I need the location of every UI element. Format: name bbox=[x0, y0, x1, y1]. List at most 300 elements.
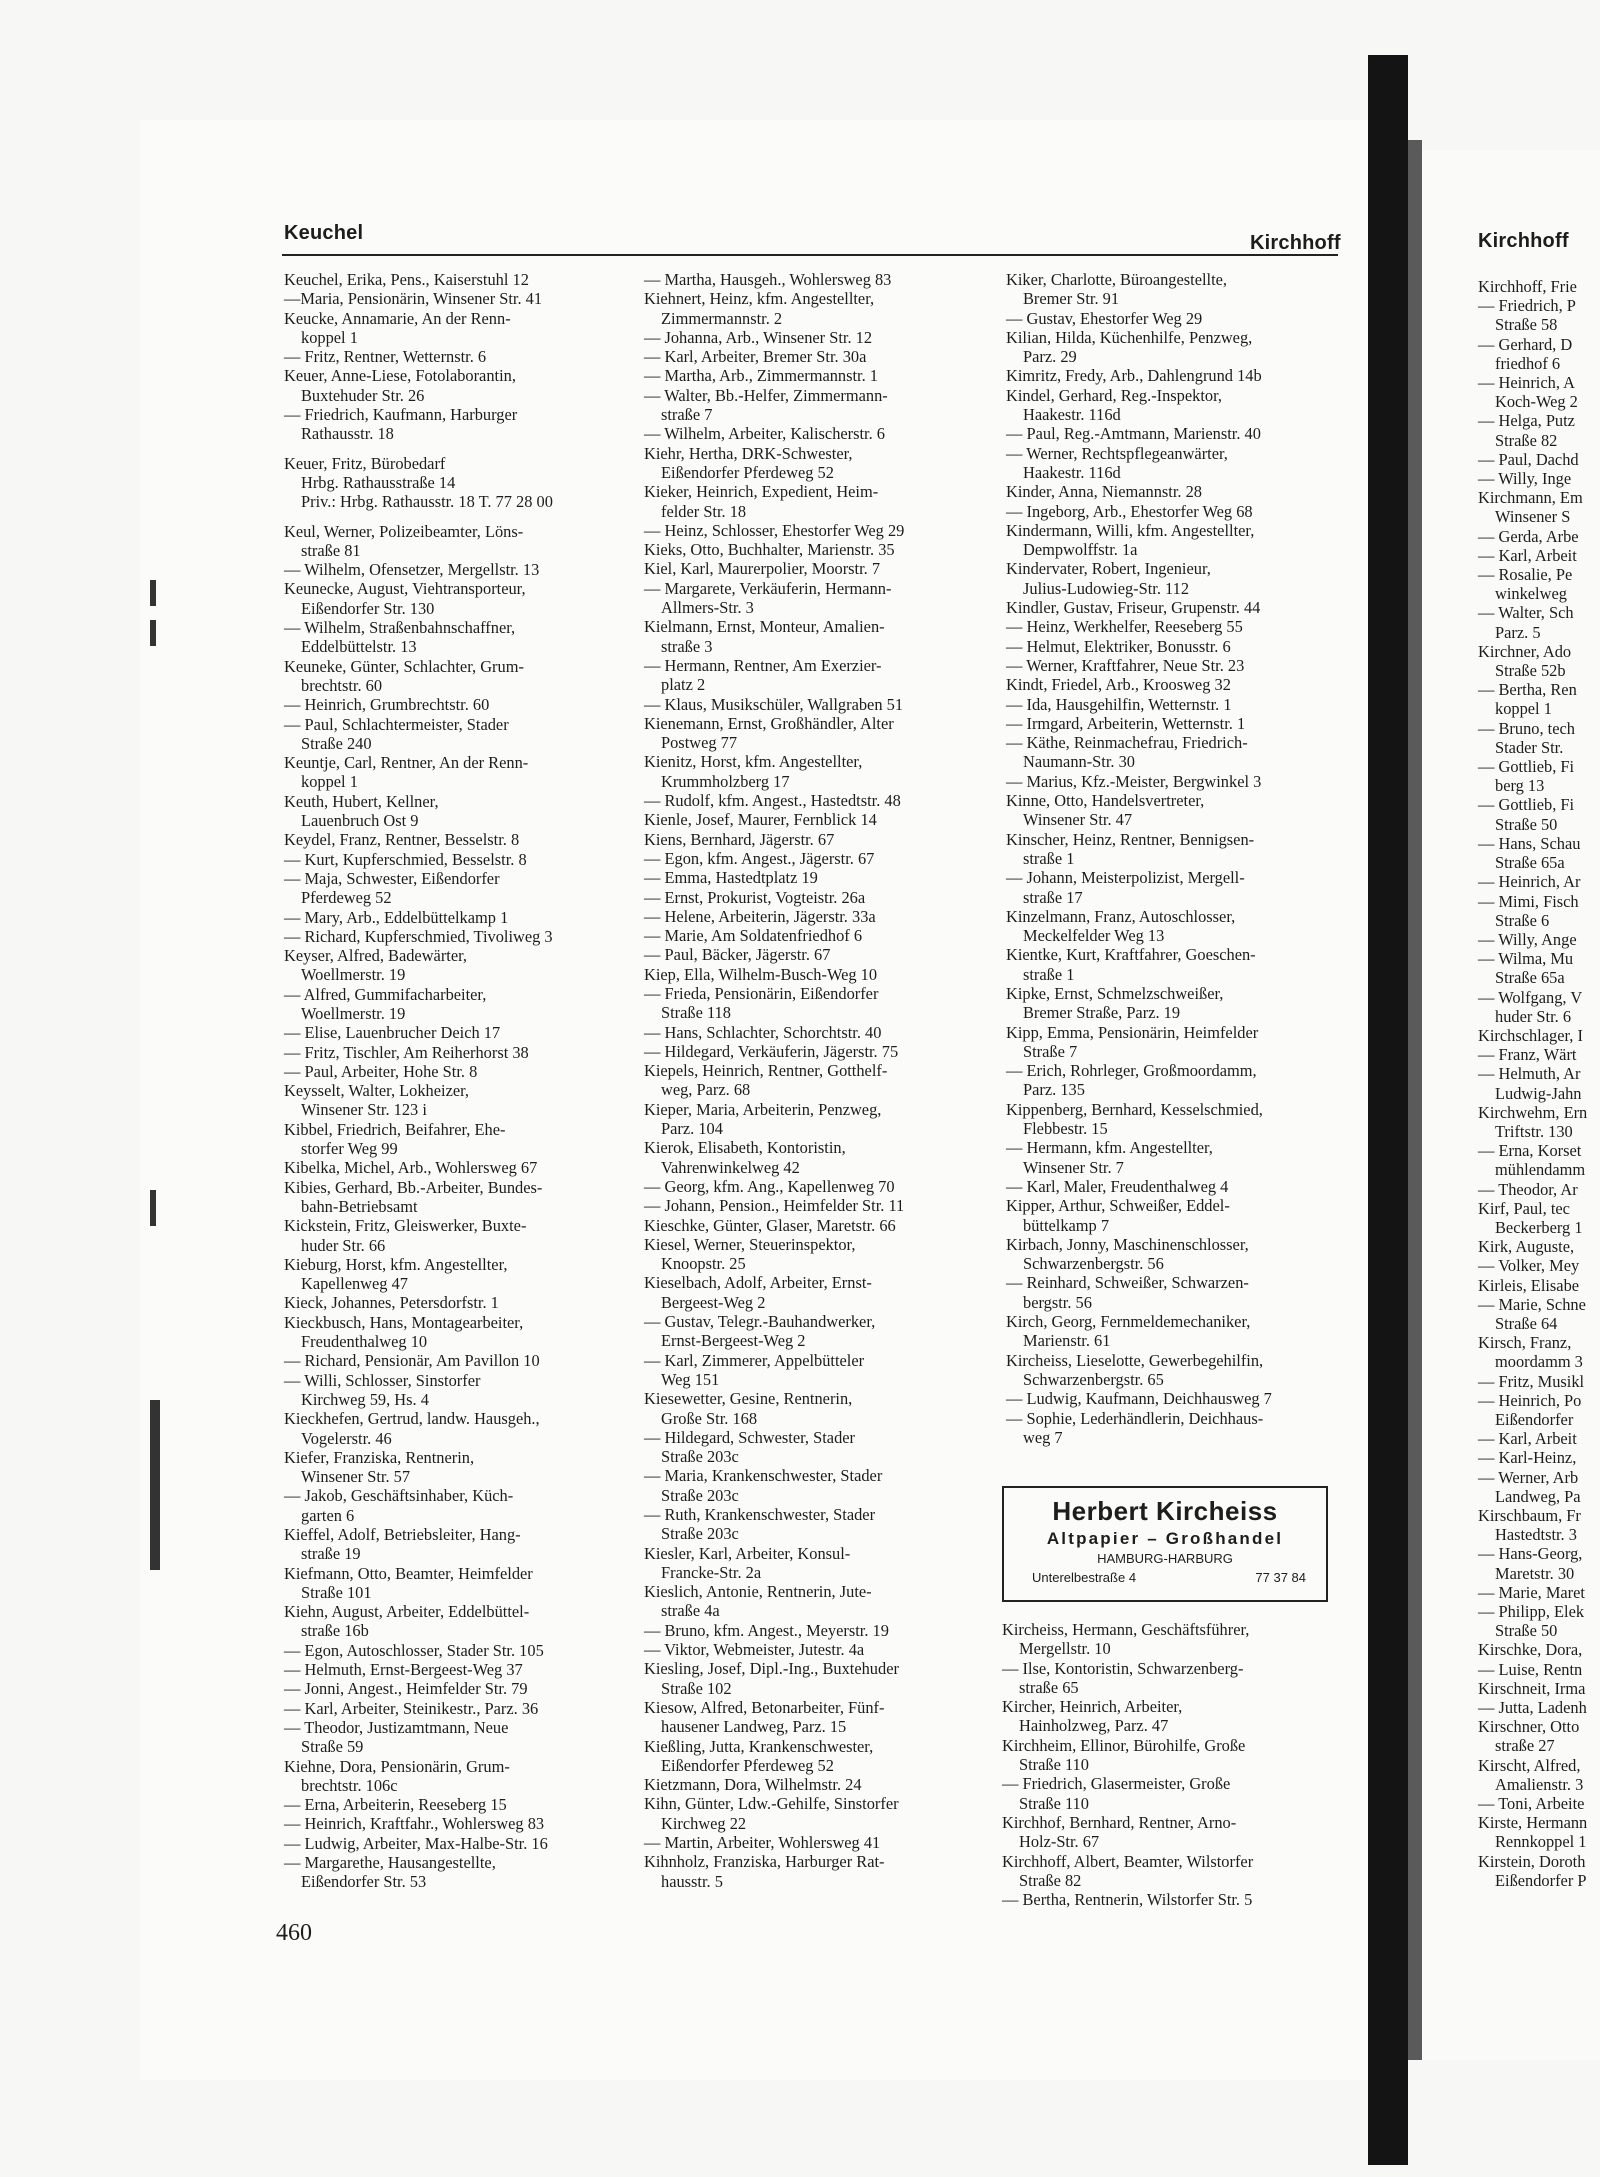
directory-entry: — Jakob, Geschäftsinhaber, Küch- bbox=[284, 1486, 514, 1506]
entry-continuation: hausener Landweg, Parz. 15 bbox=[661, 1717, 847, 1737]
directory-entry: — Klaus, Musikschüler, Wallgraben 51 bbox=[644, 694, 904, 714]
directory-entry: Kientke, Kurt, Kraftfahrer, Goeschen- bbox=[1006, 945, 1256, 965]
facing-entry: Kirscht, Alfred, bbox=[1478, 1755, 1581, 1775]
facing-entry: — Gottlieb, Fi bbox=[1478, 795, 1575, 815]
entry-continuation: Hrbg. Rathausstraße 14 bbox=[301, 472, 456, 492]
directory-entry: — Hildegard, Schwester, Stader bbox=[644, 1427, 855, 1447]
directory-entry: Keuchel, Erika, Pens., Kaiserstuhl 12 bbox=[284, 270, 529, 289]
directory-entry: Kirch, Georg, Fernmeldemechaniker, bbox=[1006, 1312, 1251, 1332]
entry-continuation: Eißendorfer Pferdeweg 52 bbox=[661, 462, 834, 482]
entry-continuation: straße 19 bbox=[301, 1544, 361, 1564]
directory-entry: — Viktor, Webmeister, Jutestr. 4a bbox=[644, 1640, 865, 1660]
facing-entry: moordamm 3 bbox=[1495, 1352, 1583, 1372]
facing-entry: huder Str. 6 bbox=[1495, 1006, 1572, 1026]
directory-entry: Kielmann, Ernst, Monteur, Amalien- bbox=[644, 617, 885, 637]
running-head-right: Kirchhoff bbox=[1250, 232, 1341, 254]
directory-entry: — Gustav, Ehestorfer Weg 29 bbox=[1006, 308, 1203, 328]
directory-entry: — Ida, Hausgehilfin, Wetternstr. 1 bbox=[1006, 694, 1232, 714]
facing-entry: — Fritz, Musikl bbox=[1478, 1371, 1585, 1391]
directory-entry: Kiep, Ella, Wilhelm-Busch-Weg 10 bbox=[644, 964, 878, 984]
directory-entry: — Martin, Arbeiter, Wohlersweg 41 bbox=[644, 1833, 881, 1853]
directory-column-3-continued bbox=[1002, 1620, 1253, 1909]
directory-entry: — Paul, Arbeiter, Hohe Str. 8 bbox=[284, 1061, 478, 1081]
entry-continuation: Bremer Str. 91 bbox=[1023, 289, 1120, 309]
entry-continuation: weg 7 bbox=[1023, 1427, 1063, 1447]
directory-entry: Kieburg, Horst, kfm. Angestellter, bbox=[284, 1254, 508, 1274]
entry-continuation: Winsener Str. 57 bbox=[301, 1467, 411, 1487]
directory-entry: Keucke, Annamarie, An der Renn- bbox=[284, 308, 511, 328]
directory-entry: — Alfred, Gummifacharbeiter, bbox=[284, 984, 487, 1004]
entry-continuation: storfer Weg 99 bbox=[301, 1139, 398, 1159]
entry-continuation: straße 1 bbox=[1023, 848, 1075, 868]
facing-entry: — Mimi, Fisch bbox=[1478, 891, 1579, 911]
entry-continuation: platz 2 bbox=[661, 675, 706, 695]
facing-entry: Parz. 5 bbox=[1495, 622, 1541, 642]
facing-entry: — Helmuth, Ar bbox=[1478, 1064, 1581, 1084]
directory-entry: Keuer, Fritz, Bürobedarf bbox=[284, 453, 446, 473]
directory-entry: — Walter, Bb.-Helfer, Zimmermann- bbox=[644, 385, 888, 405]
directory-entry: — Paul, Bäcker, Jägerstr. 67 bbox=[644, 945, 831, 965]
entry-continuation: Bremer Straße, Parz. 19 bbox=[1023, 1003, 1181, 1023]
directory-entry: Kieckhefen, Gertrud, landw. Hausgeh., bbox=[284, 1409, 540, 1429]
facing-entry: Beckerberg 1 bbox=[1495, 1217, 1583, 1237]
directory-entry: Kiel, Karl, Maurerpolier, Moorstr. 7 bbox=[644, 559, 881, 579]
directory-entry: Kieper, Maria, Arbeiterin, Penzweg, bbox=[644, 1099, 882, 1119]
directory-entry: Kiefmann, Otto, Beamter, Heimfelder bbox=[284, 1563, 533, 1583]
entry-continuation: Ernst-Bergeest-Weg 2 bbox=[661, 1331, 806, 1351]
entry-continuation: Eißendorfer Pferdeweg 52 bbox=[661, 1755, 834, 1775]
directory-entry: Kiefer, Franziska, Rentnerin, bbox=[284, 1447, 475, 1467]
facing-entry: — Karl, Arbeit bbox=[1478, 1429, 1577, 1449]
facing-entry: Straße 50 bbox=[1495, 1621, 1558, 1641]
directory-entry: Kieslich, Antonie, Rentnerin, Jute- bbox=[644, 1582, 872, 1602]
entry-continuation: straße 81 bbox=[301, 540, 361, 560]
entry-continuation: Weg 151 bbox=[661, 1369, 720, 1389]
facing-entry: — Bruno, tech bbox=[1478, 718, 1575, 738]
directory-entry: — Sophie, Lederhändlerin, Deichhaus- bbox=[1006, 1408, 1264, 1428]
facing-entry: — Karl, Arbeit bbox=[1478, 545, 1577, 565]
directory-entry: — Friedrich, Kaufmann, Harburger bbox=[284, 405, 518, 425]
entry-continuation: straße 65 bbox=[1019, 1677, 1079, 1697]
directory-entry: — Heinrich, Grumbrechtstr. 60 bbox=[284, 695, 490, 715]
directory-entry: — Willi, Schlosser, Sinstorfer bbox=[284, 1370, 481, 1390]
entry-continuation: Haakestr. 116d bbox=[1023, 462, 1121, 482]
entry-continuation: Woellmerstr. 19 bbox=[301, 1003, 406, 1023]
directory-entry: — Reinhard, Schweißer, Schwarzen- bbox=[1006, 1273, 1249, 1293]
entry-continuation: Straße 110 bbox=[1019, 1793, 1089, 1813]
directory-entry: Kießling, Jutta, Krankenschwester, bbox=[644, 1736, 874, 1756]
facing-entry: Straße 52b bbox=[1495, 661, 1566, 681]
directory-entry: Kieck, Johannes, Petersdorfstr. 1 bbox=[284, 1293, 499, 1313]
directory-entry: Kieschke, Günter, Glaser, Maretstr. 66 bbox=[644, 1215, 896, 1235]
entry-continuation: Straße 82 bbox=[1019, 1870, 1082, 1890]
facing-entry: Kirchmann, Em bbox=[1478, 488, 1583, 508]
directory-entry: Kieker, Heinrich, Expedient, Heim- bbox=[644, 482, 879, 502]
ad-slogan: Altpapier – Großhandel bbox=[1046, 1529, 1284, 1548]
facing-entry: koppel 1 bbox=[1495, 699, 1552, 719]
entry-continuation: brechtstr. 60 bbox=[301, 675, 383, 695]
entry-continuation: straße 4a bbox=[661, 1601, 720, 1621]
facing-entry: — Marie, Maret bbox=[1478, 1582, 1585, 1602]
facing-entry: — Jutta, Ladenh bbox=[1478, 1698, 1587, 1718]
directory-entry: Kinscher, Heinz, Rentner, Bennigsen- bbox=[1006, 829, 1255, 849]
directory-entry: — Johann, Meisterpolizist, Mergell- bbox=[1006, 868, 1245, 888]
facing-entry: Kirschner, Otto bbox=[1478, 1717, 1580, 1737]
facing-entry: Kirste, Hermann bbox=[1478, 1813, 1588, 1833]
directory-entry: — Johanna, Arb., Winsener Str. 12 bbox=[644, 327, 873, 347]
facing-entry: — Theodor, Ar bbox=[1478, 1179, 1578, 1199]
directory-entry: Keyser, Alfred, Badewärter, bbox=[284, 946, 468, 966]
facing-entry: Straße 58 bbox=[1495, 315, 1558, 335]
directory-entry: Kiepels, Heinrich, Rentner, Gotthelf- bbox=[644, 1061, 888, 1081]
entry-continuation: weg, Parz. 68 bbox=[661, 1080, 751, 1100]
entry-continuation: garten 6 bbox=[301, 1505, 355, 1525]
entry-continuation: Winsener Str. 47 bbox=[1023, 810, 1133, 830]
facing-entry: — Werner, Arb bbox=[1478, 1467, 1579, 1487]
directory-entry: — Egon, kfm. Angest., Jägerstr. 67 bbox=[644, 848, 875, 868]
directory-entry: — Käthe, Reinmachefrau, Friedrich- bbox=[1006, 733, 1248, 753]
facing-entry: Koch-Weg 2 bbox=[1495, 392, 1578, 412]
directory-entry: — Jonni, Angest., Heimfelder Str. 79 bbox=[284, 1679, 528, 1699]
entry-continuation: Straße 240 bbox=[301, 733, 372, 753]
directory-entry: Kibelka, Michel, Arb., Wohlersweg 67 bbox=[284, 1158, 538, 1178]
facing-entry: Maretstr. 30 bbox=[1495, 1563, 1575, 1583]
directory-entry: Keuth, Hubert, Kellner, bbox=[284, 791, 439, 811]
facing-entry: — Franz, Wärt bbox=[1478, 1045, 1577, 1065]
directory-entry: Kippenberg, Bernhard, Kesselschmied, bbox=[1006, 1099, 1263, 1119]
facing-entry: — Willy, Ange bbox=[1478, 929, 1577, 949]
directory-entry: Kiesel, Werner, Steuerinspektor, bbox=[644, 1234, 856, 1254]
directory-entry: Kieselbach, Adolf, Arbeiter, Ernst- bbox=[644, 1273, 872, 1293]
facing-entry: — Gottlieb, Fi bbox=[1478, 757, 1575, 777]
directory-entry: Keunecke, August, Viehtransporteur, bbox=[284, 579, 526, 599]
directory-entry: Keuer, Anne-Liese, Fotolaborantin, bbox=[284, 366, 516, 386]
entry-continuation: Straße 110 bbox=[1019, 1755, 1089, 1775]
entry-continuation: Naumann-Str. 30 bbox=[1023, 752, 1135, 772]
directory-entry: — Hermann, kfm. Angestellter, bbox=[1006, 1138, 1213, 1158]
directory-entry: — Georg, kfm. Ang., Kapellenweg 70 bbox=[644, 1176, 895, 1196]
facing-entry: — Erna, Korset bbox=[1478, 1141, 1582, 1161]
entry-continuation: Allmers-Str. 3 bbox=[661, 598, 754, 618]
ad-company-name: Herbert Kircheiss bbox=[1052, 1496, 1278, 1526]
directory-entry: — Wilhelm, Straßenbahnschaffner, bbox=[284, 618, 516, 638]
entry-continuation: Parz. 135 bbox=[1023, 1080, 1085, 1100]
directory-entry: — Hermann, Rentner, Am Exerzier- bbox=[644, 655, 882, 675]
facing-entry: Amalienstr. 3 bbox=[1495, 1774, 1584, 1794]
facing-entry: Kirsch, Franz, bbox=[1478, 1333, 1572, 1353]
directory-entry: Kirbach, Jonny, Maschinenschlosser, bbox=[1006, 1234, 1249, 1254]
facing-entry: — Friedrich, P bbox=[1478, 296, 1576, 316]
entry-continuation: Straße 203c bbox=[661, 1447, 739, 1467]
facing-entry: — Hans, Schau bbox=[1478, 833, 1581, 853]
directory-entry: — Johann, Pension., Heimfelder Str. 11 bbox=[644, 1196, 905, 1216]
facing-entry: Kirk, Auguste, bbox=[1478, 1237, 1575, 1257]
facing-entry: Landweg, Pa bbox=[1495, 1486, 1581, 1506]
facing-entry: Kirchhoff, Frie bbox=[1478, 277, 1577, 296]
margin-mark bbox=[150, 1400, 160, 1570]
entry-continuation: Dempwolffstr. 1a bbox=[1023, 540, 1138, 560]
facing-entry: — Bertha, Ren bbox=[1478, 680, 1577, 700]
entry-continuation: Straße 59 bbox=[301, 1737, 364, 1757]
entry-continuation: straße 7 bbox=[661, 405, 713, 425]
ad-address: Unterelbestraße 4 bbox=[1032, 1570, 1137, 1585]
entry-continuation: Kapellenweg 47 bbox=[301, 1274, 408, 1294]
facing-entry: Straße 50 bbox=[1495, 814, 1558, 834]
entry-continuation: straße 17 bbox=[1023, 887, 1083, 907]
directory-entry: — Heinz, Werkhelfer, Reeseberg 55 bbox=[1006, 617, 1243, 637]
directory-entry: — Paul, Reg.-Amtmann, Marienstr. 40 bbox=[1006, 424, 1261, 444]
entry-continuation: Straße 118 bbox=[661, 1003, 731, 1023]
directory-column-3 bbox=[1006, 270, 1272, 1447]
directory-entry: Kihn, Günter, Ldw.-Gehilfe, Sinstorfer bbox=[644, 1794, 899, 1814]
directory-entry: Kiens, Bernhard, Jägerstr. 67 bbox=[644, 829, 835, 849]
facing-entry: — Heinrich, Ar bbox=[1478, 872, 1581, 892]
facing-running-head: Kirchhoff bbox=[1478, 230, 1569, 252]
directory-entry: Keul, Werner, Polizeibeamter, Löns- bbox=[284, 521, 524, 541]
directory-entry: — Wilhelm, Ofensetzer, Mergellstr. 13 bbox=[284, 560, 540, 580]
ad-location: HAMBURG-HARBURG bbox=[1097, 1551, 1233, 1566]
facing-entry: winkelweg bbox=[1495, 584, 1567, 604]
facing-entry: — Rosalie, Pe bbox=[1478, 565, 1573, 585]
facing-entry: berg 13 bbox=[1495, 776, 1545, 796]
directory-entry: — Elise, Lauenbrucher Deich 17 bbox=[284, 1023, 501, 1043]
directory-entry: Kipper, Arthur, Schweißer, Eddel- bbox=[1006, 1196, 1230, 1216]
facing-entry: Eißendorfer P bbox=[1495, 1870, 1587, 1890]
directory-entry: Kienemann, Ernst, Großhändler, Alter bbox=[644, 713, 894, 733]
facing-entry: Straße 6 bbox=[1495, 910, 1550, 930]
directory-entry: — Richard, Kupferschmied, Tivoliweg 3 bbox=[284, 926, 553, 946]
entry-continuation: Buxtehuder Str. 26 bbox=[301, 385, 425, 405]
directory-entry: Kinder, Anna, Niemannstr. 28 bbox=[1006, 482, 1202, 502]
directory-entry: Kiesling, Josef, Dipl.-Ing., Buxtehuder bbox=[644, 1659, 899, 1679]
directory-entry: Kipp, Emma, Pensionärin, Heimfelder bbox=[1006, 1022, 1259, 1042]
facing-entry: — Philipp, Elek bbox=[1478, 1602, 1585, 1622]
book-binding bbox=[1368, 55, 1408, 2165]
directory-entry: Kieks, Otto, Buchhalter, Marienstr. 35 bbox=[644, 540, 895, 560]
margin-mark bbox=[150, 1190, 156, 1226]
directory-entry: Kinne, Otto, Handelsvertreter, bbox=[1006, 791, 1205, 811]
directory-entry: — Helmut, Elektriker, Bonusstr. 6 bbox=[1006, 636, 1231, 656]
directory-entry: Kierok, Elisabeth, Kontoristin, bbox=[644, 1138, 846, 1158]
ad-phone: 77 37 84 bbox=[1255, 1570, 1306, 1585]
directory-entry: — Martha, Arb., Zimmermannstr. 1 bbox=[644, 366, 878, 386]
directory-entry: Keuneke, Günter, Schlachter, Grum- bbox=[284, 656, 524, 676]
directory-entry: Kiehnert, Heinz, kfm. Angestellter, bbox=[644, 289, 875, 309]
entry-continuation: Straße 203c bbox=[661, 1485, 739, 1505]
entry-continuation: Vahrenwinkelweg 42 bbox=[661, 1157, 800, 1177]
entry-continuation: huder Str. 66 bbox=[301, 1235, 386, 1255]
entry-continuation: koppel 1 bbox=[301, 327, 358, 347]
directory-entry: Kickstein, Fritz, Gleiswerker, Buxte- bbox=[284, 1216, 527, 1236]
entry-continuation: felder Str. 18 bbox=[661, 501, 747, 521]
entry-continuation: Meckelfelder Weg 13 bbox=[1023, 926, 1165, 946]
facing-entry: — Karl-Heinz, bbox=[1478, 1448, 1577, 1468]
entry-continuation: Zimmermannstr. 2 bbox=[661, 308, 783, 328]
entry-continuation: Flebbestr. 15 bbox=[1023, 1119, 1108, 1139]
directory-entry: Kircheiss, Lieselotte, Gewerbegehilfin, bbox=[1006, 1350, 1264, 1370]
directory-entry: — Hans, Schlachter, Schorchtstr. 40 bbox=[644, 1022, 882, 1042]
facing-entry: Kirchner, Ado bbox=[1478, 641, 1572, 661]
directory-entry: — Egon, Autoschlosser, Stader Str. 105 bbox=[284, 1640, 544, 1660]
entry-continuation: Eißendorfer Str. 130 bbox=[301, 598, 435, 618]
entry-continuation: Postweg 77 bbox=[661, 733, 738, 753]
directory-entry: — Margarethe, Hausangestellte, bbox=[284, 1853, 496, 1873]
directory-entry: Kibbel, Friedrich, Beifahrer, Ehe- bbox=[284, 1119, 506, 1139]
entry-continuation: Rathausstr. 18 bbox=[301, 424, 394, 444]
directory-entry: Kienle, Josef, Maurer, Fernblick 14 bbox=[644, 810, 877, 830]
directory-entry: Kirchhoff, Albert, Beamter, Wilstorfer bbox=[1002, 1851, 1254, 1871]
header-rule bbox=[282, 254, 1338, 256]
directory-entry: Kindermann, Willi, kfm. Angestellter, bbox=[1006, 520, 1255, 540]
facing-entry: — Gerhard, D bbox=[1478, 334, 1573, 354]
directory-entry: — Maja, Schwester, Eißendorfer bbox=[284, 868, 500, 888]
facing-entry: Winsener S bbox=[1495, 507, 1571, 527]
directory-entry: Kiehr, Hertha, DRK-Schwester, bbox=[644, 443, 853, 463]
facing-entry: Kirf, Paul, tec bbox=[1478, 1198, 1570, 1218]
directory-entry: — Karl, Maler, Freudenthalweg 4 bbox=[1006, 1176, 1229, 1196]
directory-entry: — Gustav, Telegr.-Bauhandwerker, bbox=[644, 1312, 876, 1332]
entry-continuation: Freudenthalweg 10 bbox=[301, 1332, 428, 1352]
entry-continuation: büttelkamp 7 bbox=[1023, 1215, 1110, 1235]
facing-entry: — Marie, Schne bbox=[1478, 1294, 1586, 1314]
entry-continuation: Holz-Str. 67 bbox=[1019, 1832, 1100, 1852]
directory-entry: Kietzmann, Dora, Wilhelmstr. 24 bbox=[644, 1775, 862, 1795]
entry-continuation: Mergellstr. 10 bbox=[1019, 1639, 1111, 1659]
entry-continuation: Pferdeweg 52 bbox=[301, 888, 392, 908]
entry-continuation: brechtstr. 106c bbox=[301, 1775, 398, 1795]
directory-entry: — Marius, Kfz.-Meister, Bergwinkel 3 bbox=[1006, 771, 1262, 791]
entry-continuation: Bergeest-Weg 2 bbox=[661, 1292, 766, 1312]
directory-entry: Kindt, Friedel, Arb., Kroosweg 32 bbox=[1006, 675, 1231, 695]
facing-entry: Kirchwehm, Ern bbox=[1478, 1102, 1588, 1122]
binding-shadow bbox=[1408, 140, 1422, 2060]
entry-continuation: Kirchweg 59, Hs. 4 bbox=[301, 1389, 429, 1409]
directory-entry: — Kurt, Kupferschmied, Besselstr. 8 bbox=[284, 849, 527, 869]
facing-entry: Kirchschlager, I bbox=[1478, 1025, 1583, 1045]
entry-continuation: Straße 102 bbox=[661, 1678, 732, 1698]
facing-entry: Straße 65a bbox=[1495, 968, 1565, 988]
directory-entry: — Irmgard, Arbeiterin, Wetternstr. 1 bbox=[1006, 713, 1246, 733]
facing-entry: Kirstein, Doroth bbox=[1478, 1851, 1586, 1871]
directory-entry: — Rudolf, kfm. Angest., Hastedtstr. 48 bbox=[644, 791, 901, 811]
entry-gap bbox=[284, 512, 553, 522]
facing-entry: Triftstr. 130 bbox=[1495, 1121, 1573, 1141]
running-head-left: Keuchel bbox=[284, 222, 364, 244]
facing-entry: — Walter, Sch bbox=[1478, 603, 1574, 623]
directory-entry: Kilian, Hilda, Küchenhilfe, Penzweg, bbox=[1006, 327, 1253, 347]
facing-entry: Ludwig-Jahn bbox=[1495, 1083, 1582, 1103]
directory-entry: — Richard, Pensionär, Am Pavillon 10 bbox=[284, 1351, 540, 1371]
directory-entry: — Maria, Krankenschwester, Stader bbox=[644, 1466, 883, 1486]
directory-entry: — Ludwig, Kaufmann, Deichhausweg 7 bbox=[1006, 1389, 1272, 1409]
directory-entry: — Bruno, kfm. Angest., Meyerstr. 19 bbox=[644, 1620, 889, 1640]
entry-continuation: Winsener Str. 123 i bbox=[301, 1100, 427, 1120]
directory-entry: — Ernst, Prokurist, Vogteistr. 26a bbox=[644, 887, 866, 907]
entry-continuation: straße 1 bbox=[1023, 964, 1075, 984]
margin-mark bbox=[150, 580, 156, 606]
facing-entry: Stader Str. bbox=[1495, 737, 1564, 757]
entry-continuation: hausstr. 5 bbox=[661, 1871, 723, 1891]
facing-entry: Straße 82 bbox=[1495, 430, 1558, 450]
directory-entry: Kiesow, Alfred, Betonarbeiter, Fünf- bbox=[644, 1697, 885, 1717]
entry-continuation: koppel 1 bbox=[301, 772, 358, 792]
facing-entry: — Volker, Mey bbox=[1478, 1256, 1580, 1276]
directory-entry: Kircher, Heinrich, Arbeiter, bbox=[1002, 1697, 1183, 1717]
directory-entry: — Helene, Arbeiterin, Jägerstr. 33a bbox=[644, 906, 876, 926]
directory-entry: — Karl, Zimmerer, Appelbütteler bbox=[644, 1350, 865, 1370]
entry-continuation: Eißendorfer Str. 53 bbox=[301, 1872, 427, 1892]
facing-entry: Kirleis, Elisabe bbox=[1478, 1275, 1580, 1295]
directory-entry: — Hildegard, Verkäuferin, Jägerstr. 75 bbox=[644, 1041, 899, 1061]
entry-continuation: Winsener Str. 7 bbox=[1023, 1157, 1124, 1177]
directory-entry: Kiker, Charlotte, Büroangestellte, bbox=[1006, 270, 1228, 289]
facing-entry: straße 27 bbox=[1495, 1736, 1555, 1756]
facing-entry: — Hans-Georg, bbox=[1478, 1544, 1583, 1564]
directory-entry: — Ilse, Kontoristin, Schwarzenberg- bbox=[1002, 1658, 1244, 1678]
directory-entry: Kipke, Ernst, Schmelzschweißer, bbox=[1006, 983, 1224, 1003]
entry-continuation: Kirchweg 22 bbox=[661, 1813, 747, 1833]
directory-entry: — Werner, Kraftfahrer, Neue Str. 23 bbox=[1006, 655, 1245, 675]
directory-entry: — Bertha, Rentnerin, Wilstorfer Str. 5 bbox=[1002, 1890, 1253, 1910]
directory-entry: — Ruth, Krankenschwester, Stader bbox=[644, 1505, 876, 1524]
directory-entry: Kieffel, Adolf, Betriebsleiter, Hang- bbox=[284, 1525, 521, 1544]
facing-entry: — Willy, Inge bbox=[1478, 469, 1572, 489]
facing-page-column bbox=[1478, 277, 1587, 1890]
entry-continuation: Priv.: Hrbg. Rathausstr. 18 T. 77 28 00 bbox=[301, 492, 553, 512]
facing-entry: Kirschbaum, Fr bbox=[1478, 1506, 1581, 1525]
directory-entry: — Frieda, Pensionärin, Eißendorfer bbox=[644, 983, 879, 1003]
directory-entry: Kiehne, Dora, Pensionärin, Grum- bbox=[284, 1756, 510, 1776]
directory-entry: — Helmuth, Ernst-Bergeest-Weg 37 bbox=[284, 1660, 523, 1680]
entry-continuation: Straße 101 bbox=[301, 1582, 372, 1602]
directory-entry: Kirchheim, Ellinor, Bürohilfe, Große bbox=[1002, 1735, 1246, 1755]
facing-entry: Hastedtstr. 3 bbox=[1495, 1525, 1577, 1545]
directory-entry: Kimritz, Fredy, Arb., Dahlengrund 14b bbox=[1006, 366, 1262, 386]
facing-entry: Straße 64 bbox=[1495, 1313, 1558, 1333]
directory-entry: Kindervater, Robert, Ingenieur, bbox=[1006, 559, 1211, 579]
directory-entry: Kiehn, August, Arbeiter, Eddelbüttel- bbox=[284, 1602, 530, 1622]
margin-mark bbox=[150, 620, 156, 646]
directory-entry: Kienitz, Horst, kfm. Angestellter, bbox=[644, 752, 863, 772]
entry-continuation: Straße 7 bbox=[1023, 1041, 1078, 1061]
entry-continuation: Krummholzberg 17 bbox=[661, 771, 790, 791]
entry-continuation: Knoopstr. 25 bbox=[661, 1254, 746, 1274]
directory-entry: — Fritz, Tischler, Am Reiherhorst 38 bbox=[284, 1042, 529, 1062]
facing-entry: — Wolfgang, V bbox=[1478, 987, 1583, 1007]
directory-entry: Kibies, Gerhard, Bb.-Arbeiter, Bundes- bbox=[284, 1177, 543, 1197]
directory-entry: — Margarete, Verkäuferin, Hermann- bbox=[644, 578, 892, 598]
directory-entry: Kindler, Gustav, Friseur, Grupenstr. 44 bbox=[1006, 598, 1261, 618]
entry-continuation: bergstr. 56 bbox=[1023, 1292, 1092, 1312]
directory-entry: — Heinrich, Kraftfahr., Wohlersweg 83 bbox=[284, 1814, 545, 1834]
directory-entry: Kiesler, Karl, Arbeiter, Konsul- bbox=[644, 1543, 851, 1563]
directory-entry: — Martha, Hausgeh., Wohlersweg 83 bbox=[644, 270, 892, 289]
entry-continuation: Eddelbüttelstr. 13 bbox=[301, 637, 417, 657]
directory-entry: — Heinz, Schlosser, Ehestorfer Weg 29 bbox=[644, 520, 905, 540]
facing-entry: Straße 65a bbox=[1495, 853, 1565, 873]
directory-column-2 bbox=[644, 270, 904, 1891]
entry-continuation: Woellmerstr. 19 bbox=[301, 965, 406, 985]
directory-entry: — Erich, Rohrleger, Großmoordamm, bbox=[1006, 1061, 1257, 1081]
directory-entry: — Erna, Arbeiterin, Reeseberg 15 bbox=[284, 1795, 507, 1815]
entry-continuation: Vogelerstr. 46 bbox=[301, 1428, 392, 1448]
directory-entry: — Wilhelm, Arbeiter, Kalischerstr. 6 bbox=[644, 424, 885, 444]
entry-continuation: straße 3 bbox=[661, 636, 713, 656]
directory-entry: Kirchhof, Bernhard, Rentner, Arno- bbox=[1002, 1812, 1237, 1832]
directory-entry: — Theodor, Justizamtmann, Neue bbox=[284, 1717, 509, 1737]
directory-entry: — Marie, Am Soldatenfriedhof 6 bbox=[644, 926, 863, 946]
entry-continuation: Schwarzenbergstr. 56 bbox=[1023, 1254, 1164, 1274]
